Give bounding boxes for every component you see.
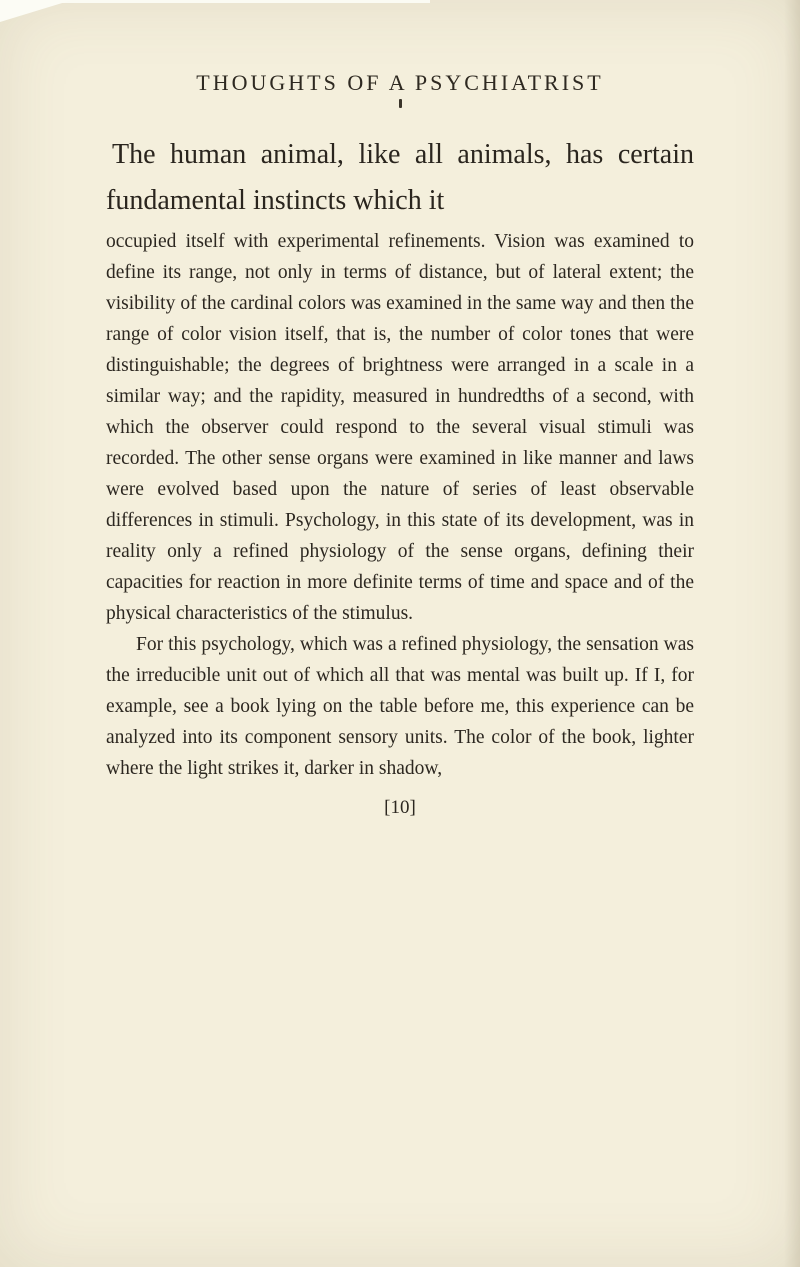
running-header: THOUGHTS OF A PSYCHIATRIST bbox=[196, 70, 604, 95]
page-corner-artifact bbox=[0, 0, 72, 22]
page-number: [10] bbox=[384, 797, 416, 818]
print-artifact bbox=[399, 99, 402, 108]
paragraph-one-continuation: occupied itself with experimental refinements. Vision was examined to define its range, not only in terms of distance, but of lateral extent; the visibility of the cardinal colors was examined in the same way and then the range of color vision itself, that is, the number of color tones that were distinguishable; the degrees of brightness were arranged in a scale in a similar way; and the rapidity, measured in hundredths of a second, with which the observer could respond to the several visual stimuli was recorded. The other sense organs were examined in like manner and laws were evolved based upon the nature of series of least observable differences in stimuli. Psychology, in this state of its development, was in reality only a refined physiology of the sense organs, defining their capacities for reaction in more definite terms of time and space and of the physical characteristics of the stimulus. bbox=[106, 231, 694, 624]
page-edge-shadow bbox=[784, 0, 800, 1267]
text-block bbox=[106, 0, 694, 819]
lead-sentence: The human animal, like all animals, has certain fundamental instincts which it bbox=[106, 139, 694, 216]
paragraph-two: For this psychology, which was a refined physiology, the sensation was the irreducible unit out of which all that was mental was built up. If I, for example, see a book lying on the table before me, this experience can be analyzed into its component sensory units. The color of the book, lighter where the light strikes it, darker in shadow, bbox=[106, 634, 694, 779]
